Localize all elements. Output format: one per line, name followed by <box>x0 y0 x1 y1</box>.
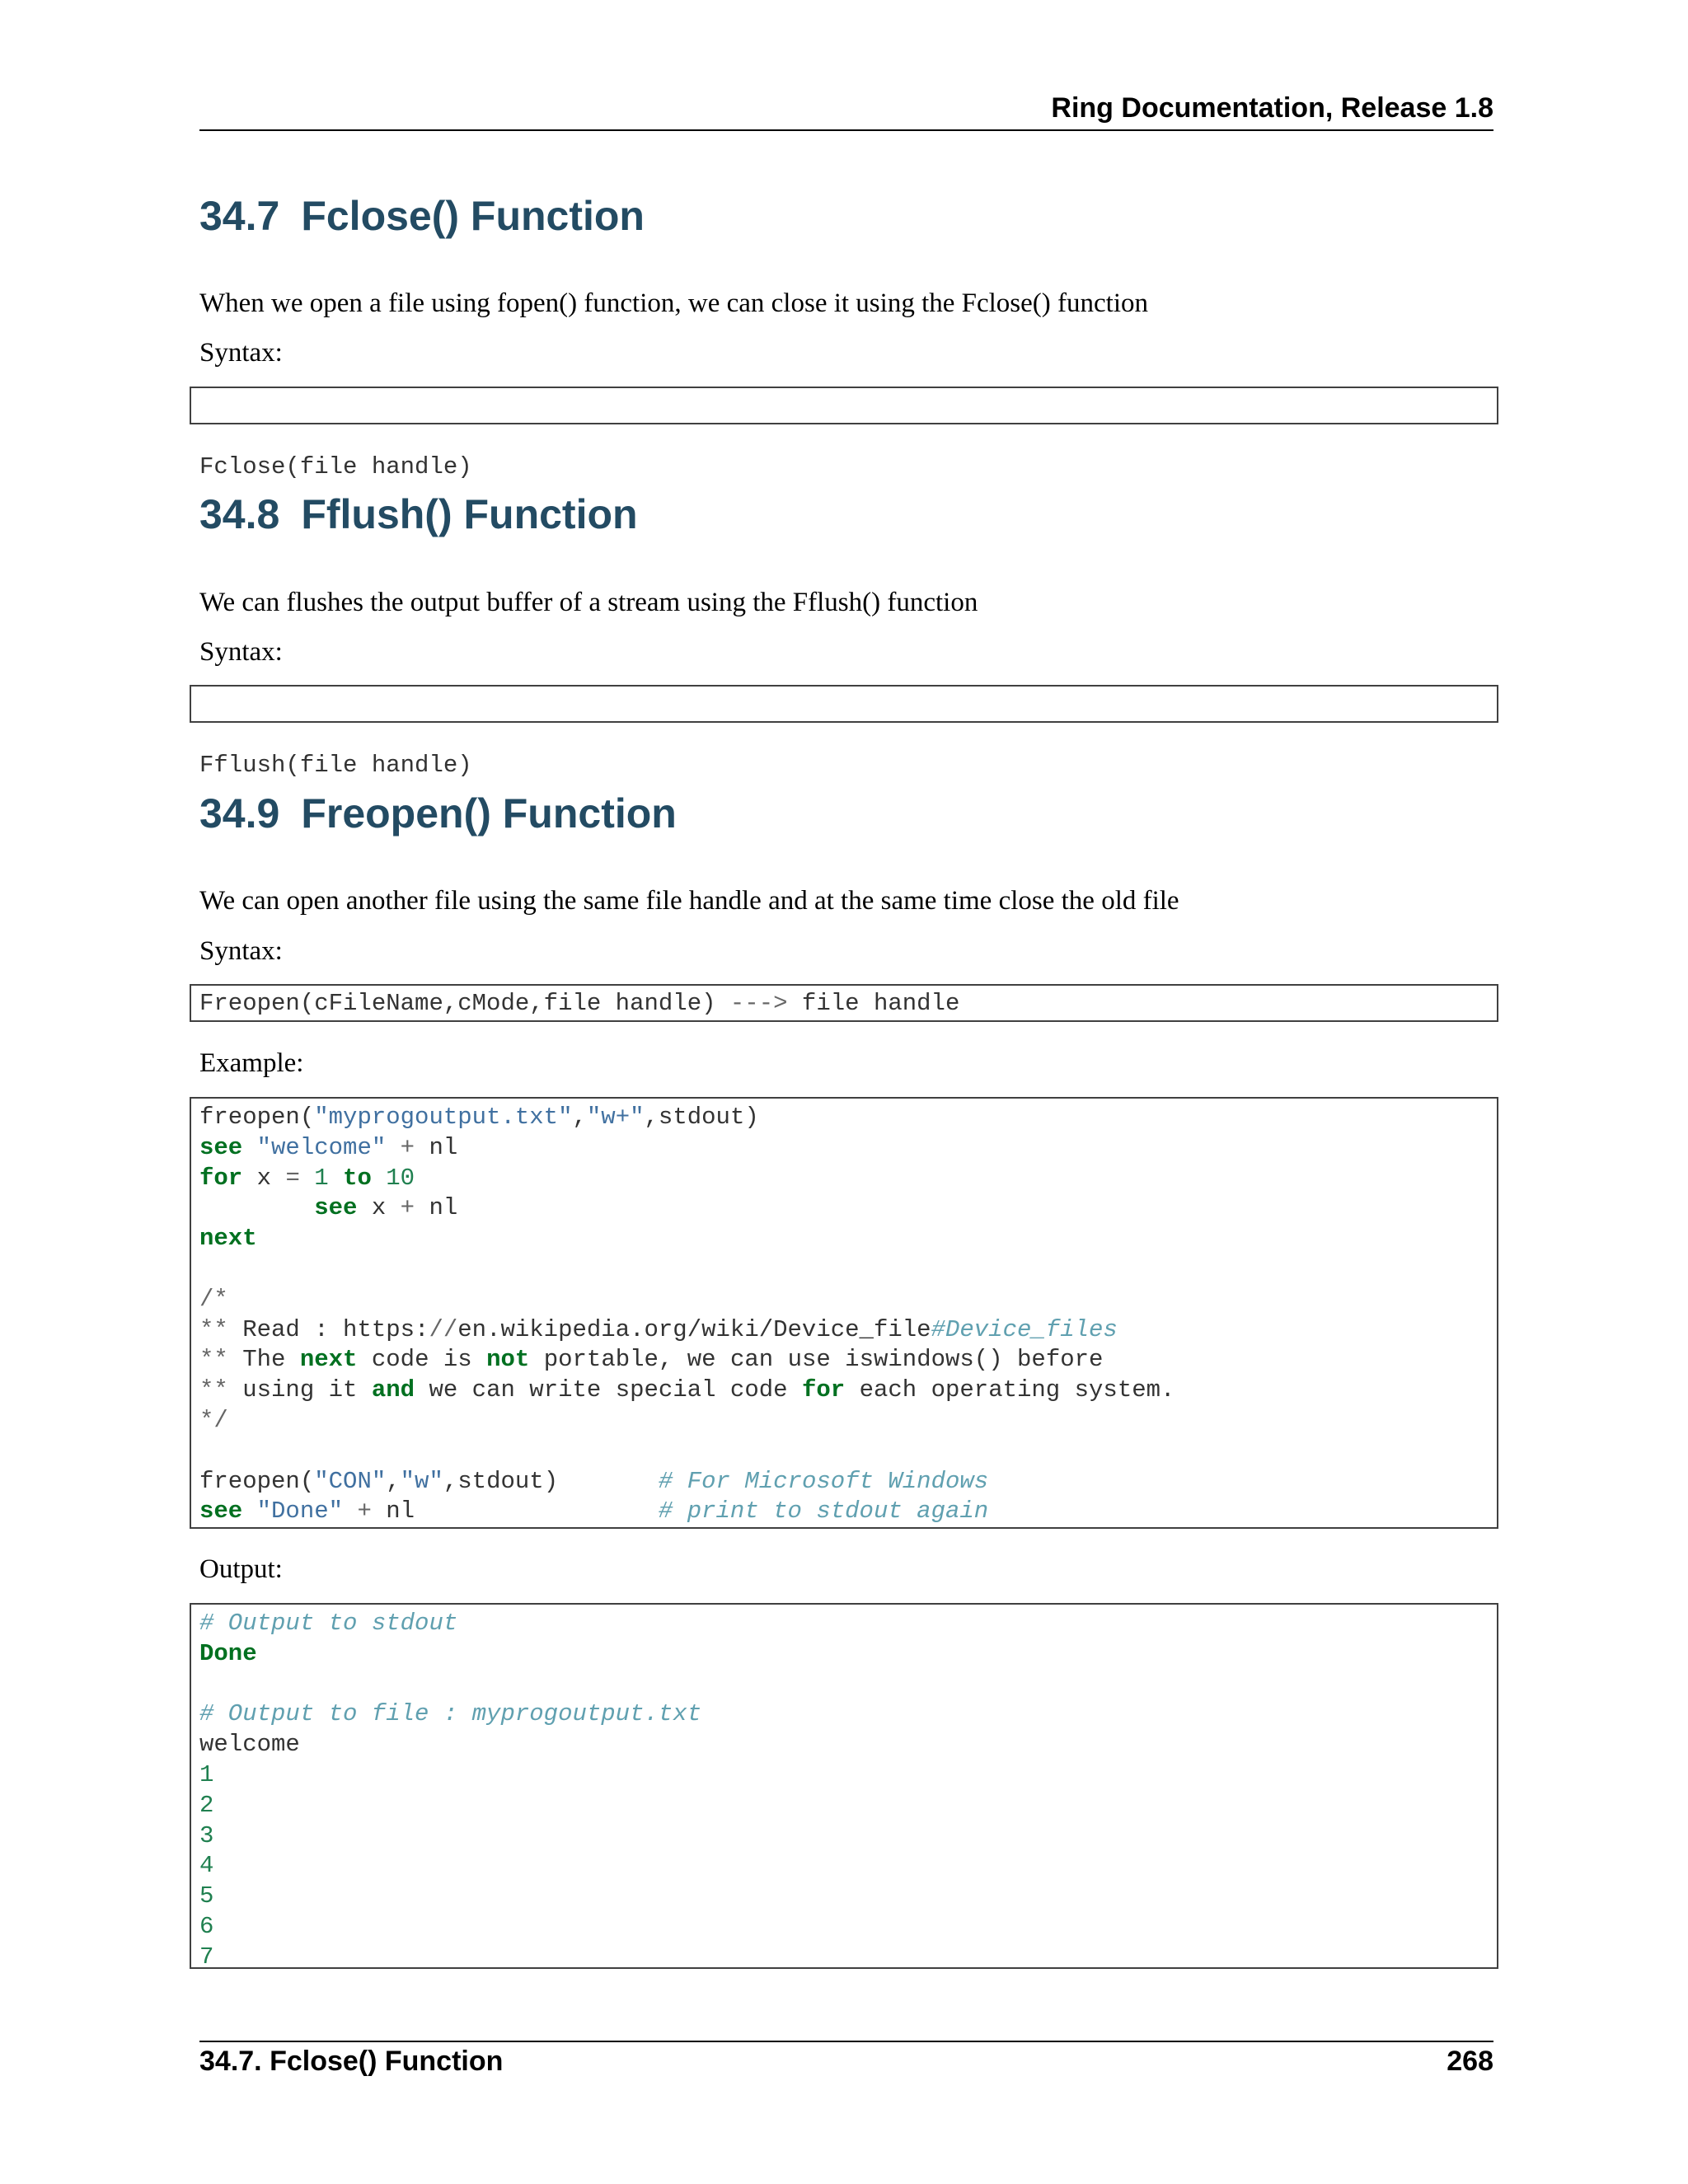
section-heading-fclose <box>199 192 645 240</box>
section-description: We can flushes the output buffer of a stream using the Fflush() function <box>199 588 978 617</box>
code-line: ** The next code is not portable, we can use iswindows() before <box>199 1346 1104 1374</box>
footer-page-number: 268 <box>1447 2046 1493 2077</box>
section-description: When we open a file using fopen() function, we can close it using the Fclose() function <box>199 288 1148 318</box>
code-line: see "Done" + nl # print to stdout again <box>199 1497 989 1526</box>
code-line: welcome <box>199 1731 300 1759</box>
section-description: We can open another file using the same file handle and at the same time close the old file <box>199 886 1179 916</box>
section-title: Fclose() Function <box>301 193 645 239</box>
code-line: for x = 1 to 10 <box>199 1164 415 1192</box>
section-heading-freopen <box>199 790 677 837</box>
code-line: freopen("myprogoutput.txt","w+",stdout) <box>199 1104 759 1131</box>
syntax-label: Syntax: <box>199 338 283 368</box>
code-line: Fclose(file handle) <box>199 452 472 480</box>
section-number: 34.7 <box>199 193 280 239</box>
code-line: ** Read : https://en.wikipedia.org/wiki/Device_file#Device_files <box>199 1315 1118 1343</box>
syntax-label: Syntax: <box>199 936 283 966</box>
code-line: 6 <box>199 1912 214 1940</box>
section-title: Fflush() Function <box>301 491 638 537</box>
syntax-code-block <box>190 984 1498 1022</box>
code-line: Done <box>199 1639 257 1667</box>
code-line <box>199 1254 1489 1285</box>
section-heading-fflush <box>199 490 638 538</box>
syntax-code-block <box>190 685 1498 779</box>
code-line: # Output to stdout <box>199 1610 458 1637</box>
code-line: freopen("CON","w",stdout) # For Microsoft Windows <box>199 1467 989 1495</box>
code-line <box>199 1670 1489 1700</box>
syntax-code-block <box>190 387 1498 480</box>
code-line: Freopen(cFileName,cMode,file handle) ---> file handle <box>199 990 960 1017</box>
code-line: next <box>199 1225 257 1253</box>
code-line: # Output to file : myprogoutput.txt <box>199 1700 702 1728</box>
footer-divider <box>199 2041 1493 2042</box>
header-divider <box>199 129 1493 131</box>
code-line: */ <box>199 1406 228 1434</box>
code-line: 2 <box>199 1791 214 1819</box>
example-code-block <box>190 1097 1498 1529</box>
output-code-block <box>190 1603 1498 1969</box>
code-line: see x + nl <box>314 1194 458 1222</box>
code-line: 4 <box>199 1852 214 1880</box>
code-line: see "welcome" + nl <box>199 1133 458 1161</box>
code-line: ** using it and we can write special code for each operating system. <box>199 1376 1175 1404</box>
example-label: Example: <box>199 1048 304 1078</box>
section-title: Freopen() Function <box>301 790 677 837</box>
output-label: Output: <box>199 1554 283 1584</box>
code-line: /* <box>199 1285 228 1313</box>
syntax-label: Syntax: <box>199 637 283 667</box>
document-page <box>199 0 1493 2184</box>
code-line: 3 <box>199 1821 214 1849</box>
footer-section-title: 34.7. Fclose() Function <box>199 2046 504 2077</box>
code-line <box>199 1436 1489 1467</box>
code-line: 7 <box>199 1943 214 1971</box>
section-number: 34.9 <box>199 790 280 837</box>
section-number: 34.8 <box>199 491 280 537</box>
code-line: 1 <box>199 1760 214 1788</box>
code-line: Fflush(file handle) <box>199 751 472 779</box>
running-header: Ring Documentation, Release 1.8 <box>1051 92 1493 124</box>
code-line: 5 <box>199 1882 214 1910</box>
